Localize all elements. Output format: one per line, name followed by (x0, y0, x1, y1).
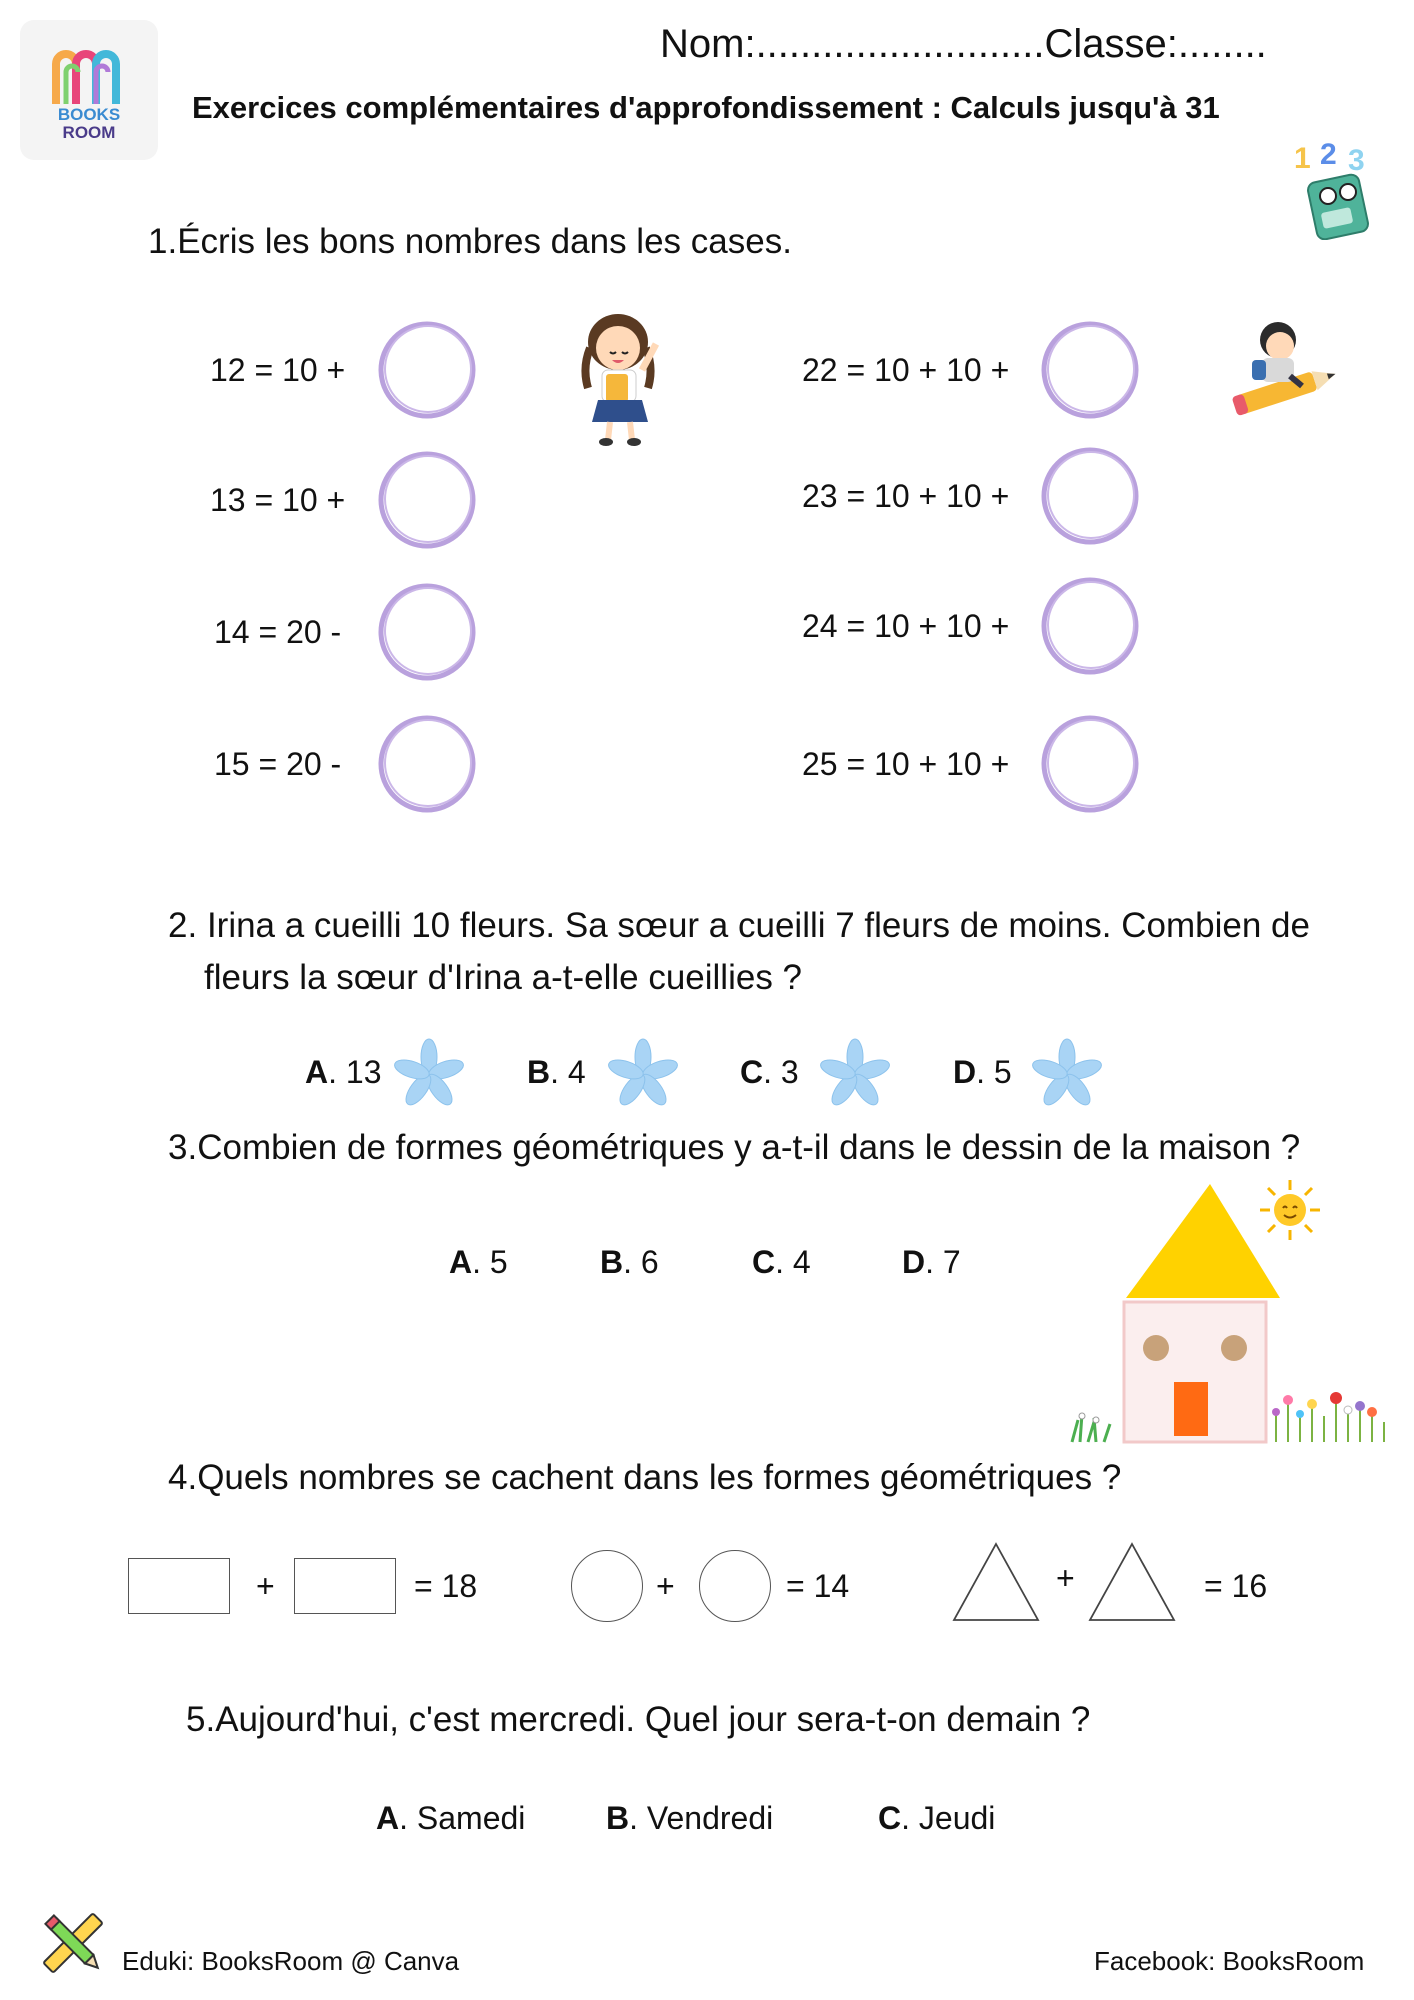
option-letter: A (449, 1244, 473, 1280)
q3-option-c[interactable] (752, 1244, 811, 1281)
circle-answer-shape[interactable] (699, 1550, 771, 1622)
q5-option-c[interactable] (878, 1800, 995, 1837)
page-title: Exercices complémentaires d'approfondissement : Calculs jusqu'à 31 (192, 90, 1220, 125)
logo-text-room: ROOM (62, 123, 116, 142)
option-value: . 4 (775, 1244, 811, 1280)
flower-icon (1030, 1038, 1104, 1112)
question-2-line-2: fleurs la sœur d'Irina a-t-elle cueillies ? (204, 958, 803, 997)
flower-icon (818, 1038, 892, 1112)
equation-13: 13 = 10 + (210, 482, 346, 518)
sun-icon (1258, 1178, 1322, 1242)
q2-option-c[interactable] (740, 1054, 799, 1091)
option-value: . Samedi (399, 1800, 526, 1836)
equation-15: 15 = 20 - (214, 746, 342, 782)
rectangle-answer-box[interactable] (294, 1558, 396, 1614)
triangle-answer-shape[interactable] (950, 1540, 1042, 1624)
q5-option-a[interactable] (376, 1800, 525, 1837)
rectangle-sum: = 18 (414, 1568, 478, 1604)
rectangle-answer-box[interactable] (128, 1558, 230, 1614)
logo-text-books: BOOKS (57, 105, 121, 124)
svg-text:2: 2 (1320, 140, 1337, 171)
answer-circle[interactable] (1038, 444, 1142, 548)
option-letter: B (527, 1054, 551, 1090)
question-2-text-1: Irina a cueilli 10 fleurs. Sa sœur a cueilli 7 fleurs de moins. Combien de (206, 906, 1310, 945)
question-1 (148, 222, 792, 262)
pencil-ruler-icon (36, 1906, 110, 1980)
plus-sign: + (656, 1568, 675, 1604)
option-value: . 6 (623, 1244, 659, 1280)
equation-23: 23 = 10 + 10 + (802, 478, 1010, 514)
option-letter: A (305, 1054, 329, 1090)
option-value: . 3 (763, 1054, 799, 1090)
question-4-text: Quels nombres se cachent dans les formes géométriques ? (197, 1458, 1122, 1497)
option-letter: A (376, 1800, 400, 1836)
question-4-number: 4. (168, 1458, 198, 1497)
answer-circle[interactable] (1038, 318, 1142, 422)
books-room-logo (20, 20, 158, 160)
q5-option-b[interactable] (606, 1800, 773, 1837)
answer-circle[interactable] (1038, 574, 1142, 678)
option-letter: C (878, 1800, 902, 1836)
triangle-sum: = 16 (1204, 1568, 1268, 1604)
option-letter: C (752, 1244, 776, 1280)
question-3-number: 3. (168, 1128, 198, 1167)
option-value: . 4 (550, 1054, 586, 1090)
option-value: . Jeudi (901, 1800, 996, 1836)
option-value: . 7 (925, 1244, 961, 1280)
option-value: . Vendredi (629, 1800, 774, 1836)
plus-sign: + (1056, 1560, 1075, 1596)
option-letter: B (606, 1800, 630, 1836)
q2-option-b[interactable] (527, 1054, 586, 1091)
wildflowers-icon (1272, 1392, 1384, 1442)
option-letter: D (953, 1054, 977, 1090)
question-3 (168, 1128, 1300, 1168)
question-5-text: Aujourd'hui, c'est mercredi. Quel jour sera-t-on demain ? (215, 1700, 1091, 1739)
answer-circle[interactable] (375, 318, 479, 422)
answer-circle[interactable] (375, 448, 479, 552)
answer-circle[interactable] (375, 712, 479, 816)
option-letter: C (740, 1054, 764, 1090)
q3-option-a[interactable] (449, 1244, 508, 1281)
girl-student-illustration (560, 308, 680, 450)
question-5-number: 5. (186, 1700, 216, 1739)
question-2-number: 2. (168, 906, 198, 945)
equation-22: 22 = 10 + 10 + (802, 352, 1010, 388)
plus-sign: + (256, 1568, 275, 1604)
calculator-123-icon (1292, 140, 1382, 240)
option-value: . 5 (472, 1244, 508, 1280)
grass-icon (1072, 1413, 1110, 1442)
question-1-number: 1. (148, 222, 178, 261)
question-1-text: Écris les bons nombres dans les cases. (177, 222, 792, 261)
circle-answer-shape[interactable] (571, 1550, 643, 1622)
option-letter: D (902, 1244, 926, 1280)
flower-icon (606, 1038, 680, 1112)
equation-25: 25 = 10 + 10 + (802, 746, 1010, 782)
triangle-answer-shape[interactable] (1086, 1540, 1178, 1624)
equation-14: 14 = 20 - (214, 614, 342, 650)
question-4 (168, 1458, 1121, 1498)
option-value: . 13 (328, 1054, 382, 1090)
option-value: . 5 (976, 1054, 1012, 1090)
q2-option-a[interactable] (305, 1054, 381, 1091)
boy-on-pencil-illustration (1226, 310, 1346, 420)
q2-option-d[interactable] (953, 1054, 1012, 1091)
footer-left: Eduki: BooksRoom @ Canva (122, 1946, 460, 1976)
equation-12: 12 = 10 + (210, 352, 346, 388)
question-5 (186, 1700, 1090, 1740)
q3-option-d[interactable] (902, 1244, 961, 1281)
footer-right: Facebook: BooksRoom (1094, 1946, 1365, 1976)
question-2-line-1 (168, 906, 1310, 946)
house-illustration (1070, 1180, 1390, 1450)
svg-text:3: 3 (1348, 144, 1365, 177)
name-class-line: Nom:..........................Classe:........ (660, 22, 1267, 66)
q3-option-b[interactable] (600, 1244, 659, 1281)
answer-circle[interactable] (1038, 712, 1142, 816)
circle-sum: = 14 (786, 1568, 850, 1604)
answer-circle[interactable] (375, 580, 479, 684)
option-letter: B (600, 1244, 624, 1280)
flower-icon (392, 1038, 466, 1112)
svg-text:1: 1 (1294, 142, 1311, 175)
question-3-text: Combien de formes géométriques y a-t-il dans le dessin de la maison ? (197, 1128, 1301, 1167)
equation-24: 24 = 10 + 10 + (802, 608, 1010, 644)
